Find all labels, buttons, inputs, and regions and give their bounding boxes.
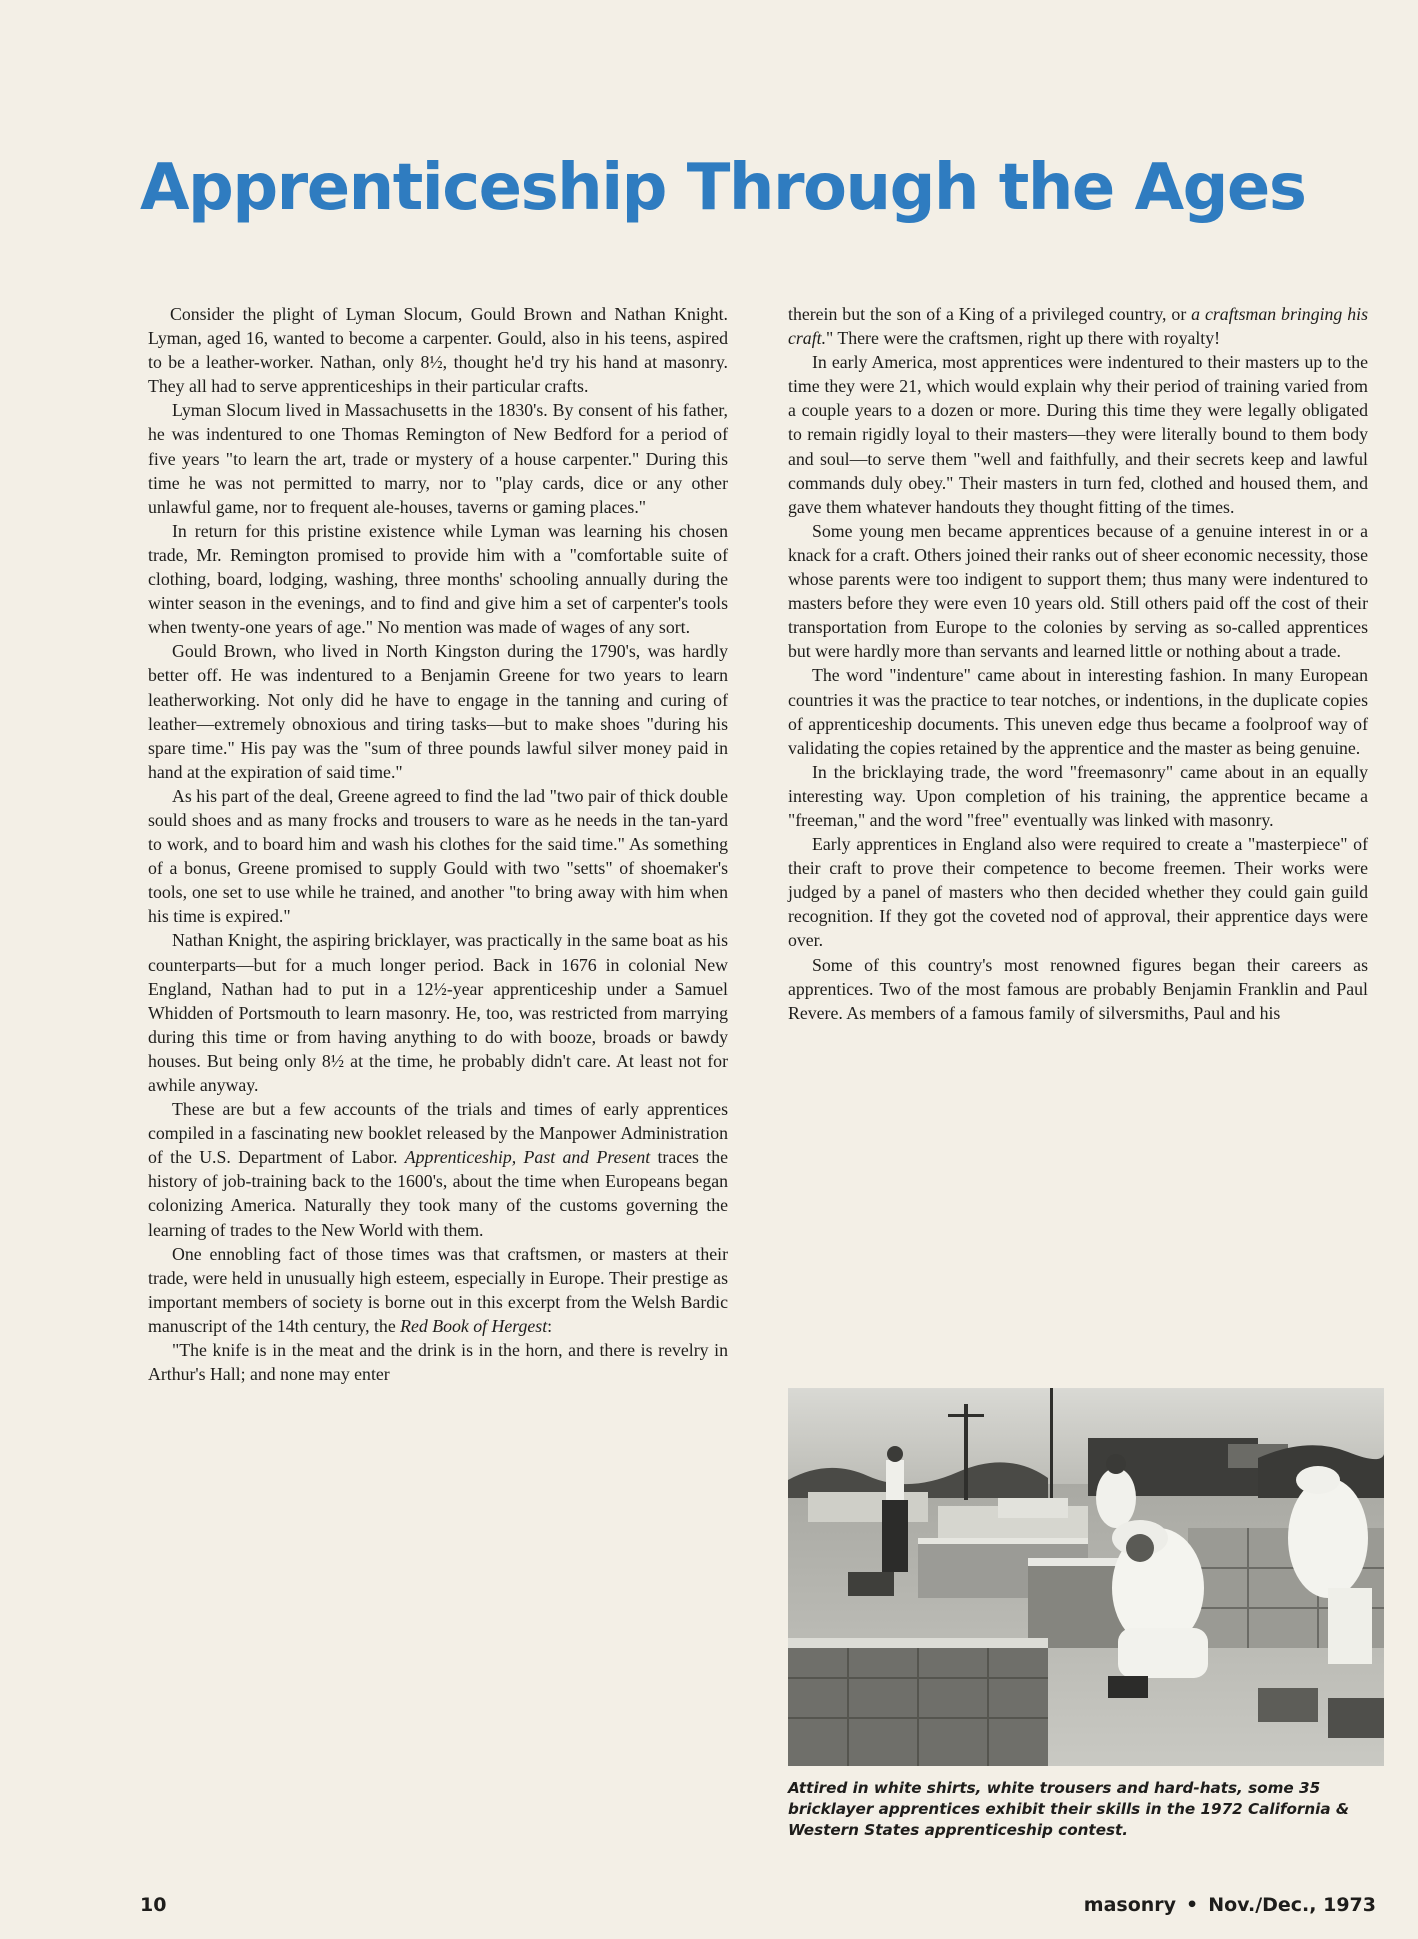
- left-paragraph-1: Consider the plight of Lyman Slocum, Gould Brown and Nathan Knight. Lyman, aged 16, wanted to become a carpenter. Gould, also in his teens, aspired to be a leather-worker. Nathan, only 8½, thought he'd try his hand at masonry. They all had to serve apprenticeships in their particular crafts.: [148, 304, 728, 397]
- rp1-text-a: therein but the son of a King of a privileged country, or: [788, 304, 1192, 324]
- bricklayer-contest-photo: [788, 1388, 1384, 1766]
- publication-name: masonry: [1083, 1894, 1177, 1916]
- photo-illustration: [788, 1388, 1384, 1766]
- right-paragraph-5: In the bricklaying trade, the word "freemasonry" came about in an equally interesting way. Upon completion of his training, the apprentice became a "freeman," and the word "free" eventually was linked with masonry.: [788, 761, 1368, 830]
- rp1-text-b: " There were the craftsmen, right up there with royalty!: [826, 328, 1221, 349]
- left-paragraph-5: As his part of the deal, Greene agreed to find the lad "two pair of thick double sould shoes and as many frocks and trousers to ware as he needs in the tan-yard to work, and to board him and wash his clothes for the said time." As something of a bonus, Greene promised to supply Gould with two "setts" of shoemaker's tools, one set to use while he trained, and another "to bring away with him when his time is expired.": [148, 785, 728, 927]
- running-footer: [1084, 1894, 1376, 1916]
- left-column: [148, 302, 728, 1386]
- left-paragraph-3: In return for this pristine existence while Lyman was learning his chosen trade, Mr. Remington promised to provide him with a "comfortable suite of clothing, board, lodging, washing, three months' schooling annually during the winter season in the evenings, and to find and give him a set of carpenter's tools when twenty-one years of age." No mention was made of wages of any sort.: [148, 520, 728, 638]
- booklet-title: Apprenticeship, Past and Present: [404, 1147, 651, 1168]
- page-number: 10: [140, 1894, 167, 1916]
- right-paragraph-2: In early America, most apprentices were indentured to their masters up to the time they were 21, which would explain why their period of training varied from a couple years to a dozen or more. During this time they were legally obligated to remain rigidly loyal to their masters—they were literally bound to them body and soul—to serve them "well and faithfully, and their secrets keep and lawful commands duly obey." Their masters in turn fed, clothed and housed them, and gave them whatever handouts they thought fitting of the times.: [788, 352, 1368, 517]
- left-paragraph-9: "The knife is in the meat and the drink is in the horn, and there is revelry in Arthur's Hall; and none may enter: [148, 1340, 728, 1385]
- right-paragraph-3: Some young men became apprentices because of a genuine interest in or a knack for a craft. Others joined their ranks out of sheer economic necessity, those whose parents were too indigent to support them; thus many were indentured to masters before they were even 10 years old. Still others paid off the cost of their transportation from Europe to the colonies by serving as so-called apprentices but were hardly more than servants and learned little or nothing about a trade.: [788, 520, 1368, 662]
- left-paragraph-8: [148, 1242, 728, 1338]
- right-paragraph-7: Some of this country's most renowned figures began their careers as apprentices. Two of the most famous are probably Benjamin Franklin and Paul Revere. As members of a famous family of silversmiths, Paul and his: [788, 954, 1368, 1023]
- quote-italic: a craftsman bringing his craft.: [788, 304, 1368, 349]
- right-paragraph-1: [788, 302, 1368, 350]
- article-title: Apprenticeship Through the Ages: [140, 151, 1306, 225]
- p8-text-b: :: [547, 1315, 553, 1336]
- right-paragraph-4: The word "indenture" came about in interesting fashion. In many European countries it was the practice to tear notches, or indentions, in the duplicate copies of apprenticeship documents. This uneven edge thus became a foolproof way of validating the copies retained by the apprentice and the master as being genuine.: [788, 665, 1368, 758]
- footer-bullet: •: [1186, 1894, 1199, 1916]
- p8-text-a: One ennobling fact of those times was that craftsmen, or masters at their trade, were held in unusually high esteem, especially in Europe. Their prestige as important members of society is borne out in this excerpt from the Welsh Bardic manuscript of the 14th century, the: [148, 1243, 728, 1336]
- right-column: [788, 302, 1368, 1025]
- p7-text-b: traces the history of job-training back to the 1600's, about the time when Europeans began colonizing America. Naturally they took many of the customs governing the learning of trades to the New World with them.: [148, 1147, 728, 1240]
- p7-text-a: These are but a few accounts of the trials and times of early apprentices compiled in a fascinating new booklet released by the Manpower Administration of the U.S. Department of Labor.: [148, 1099, 728, 1168]
- left-paragraph-7: [148, 1097, 728, 1242]
- photo-caption: Attired in white shirts, white trousers and hard-hats, some 35 bricklayer apprentices exhibit their skills in the 1972 California & Western States apprenticeship contest.: [788, 1779, 1350, 1839]
- right-paragraph-6: Early apprentices in England also were required to create a "masterpiece" of their craft to prove their competence to become freemen. Their works were judged by a panel of masters who then decided whether they could gain guild recognition. If they got the coveted nod of approval, their apprentice days were over.: [788, 834, 1368, 951]
- left-paragraph-2: Lyman Slocum lived in Massachusetts in the 1830's. By consent of his father, he was indentured to one Thomas Remington of New Bedford for a period of five years "to learn the art, trade or mystery of a house carpenter." During this time he was not permitted to marry, nor to "play cards, dice or any other unlawful game, nor to frequent ale-houses, taverns or gaming places.": [148, 400, 728, 517]
- issue-date: Nov./Dec., 1973: [1208, 1894, 1376, 1916]
- manuscript-title: Red Book of Hergest: [400, 1315, 548, 1336]
- left-paragraph-4: Gould Brown, who lived in North Kingston during the 1790's, was hardly better off. He was indentured to a Benjamin Greene for two years to learn leatherworking. Not only did he have to engage in the tanning and curing of leather—extremely obnoxious and tiring tasks—but to make shoes "during his spare time." His pay was the "sum of three pounds lawful silver money paid in hand at the expiration of said time.": [148, 641, 728, 782]
- left-paragraph-6: Nathan Knight, the aspiring bricklayer, was practically in the same boat as his counterparts—but for a much longer period. Back in 1676 in colonial New England, Nathan had to put in a 12½-year apprenticeship under a Samuel Whidden of Portsmouth to learn masonry. He, too, was restricted from marrying during this time or from having anything to do with booze, broads or bawdy houses. But being only 8½ at the time, he probably didn't care. At least not for awhile anyway.: [148, 930, 728, 1095]
